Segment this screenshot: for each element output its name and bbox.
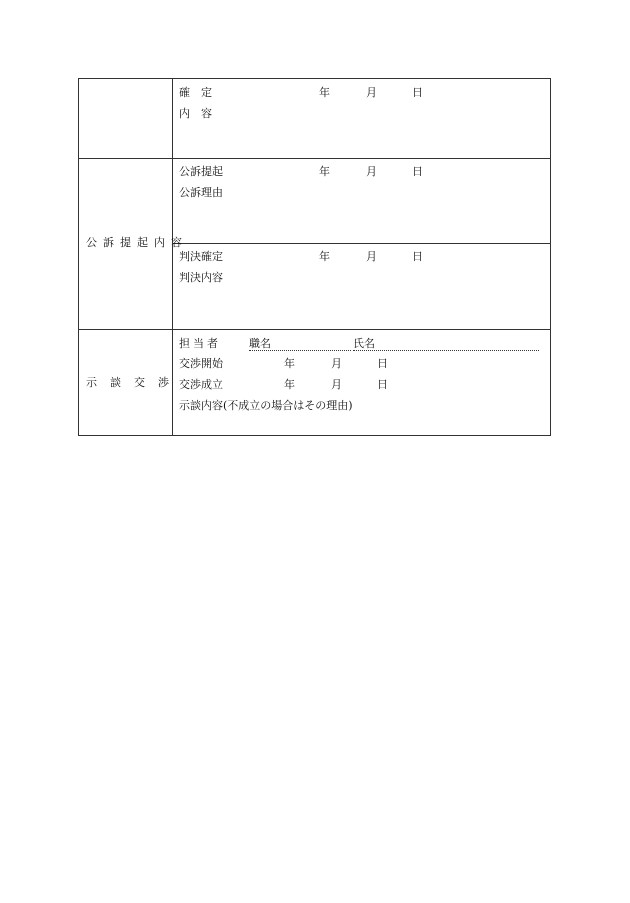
start-day-label: 日: [377, 357, 388, 370]
row-divider-confirm: [79, 158, 550, 159]
judgment-year-label: 年: [319, 250, 330, 263]
person-in-charge-label: 担当者: [179, 337, 221, 350]
name-write-line[interactable]: [353, 350, 539, 351]
settlement-heading: 示談交渉: [86, 376, 182, 389]
success-year-label: 年: [284, 378, 295, 391]
indictment-reason-label: 公訴理由: [179, 186, 223, 199]
indictment-day-label: 日: [412, 165, 423, 178]
start-month-label: 月: [331, 357, 342, 370]
content-label: 内 容: [179, 107, 212, 120]
confirm-year-label: 年: [319, 86, 330, 99]
success-month-label: 月: [331, 378, 342, 391]
judgment-day-label: 日: [412, 250, 423, 263]
confirm-label: 確 定: [179, 86, 212, 99]
name-label: 氏名: [353, 337, 375, 350]
start-year-label: 年: [284, 357, 295, 370]
row-divider-settlement: [79, 329, 550, 330]
negotiation-start-label: 交渉開始: [179, 357, 223, 370]
indictment-year-label: 年: [319, 165, 330, 178]
settlement-content-label: 示談内容(不成立の場合はその理由): [179, 399, 353, 412]
judgment-month-label: 月: [366, 250, 377, 263]
judgment-content-label: 判決内容: [179, 271, 223, 284]
negotiation-success-label: 交渉成立: [179, 378, 223, 391]
row-divider-judgment: [172, 243, 550, 244]
judgment-label: 判決確定: [179, 250, 223, 263]
title-write-line[interactable]: [249, 350, 351, 351]
success-day-label: 日: [377, 378, 388, 391]
indictment-month-label: 月: [366, 165, 377, 178]
record-form-table: [78, 78, 551, 436]
confirm-day-label: 日: [412, 86, 423, 99]
prosecution-heading: 公訴提起内容: [86, 236, 188, 249]
indictment-label: 公訴提起: [179, 165, 223, 178]
confirm-month-label: 月: [366, 86, 377, 99]
title-label: 職名: [249, 337, 271, 350]
